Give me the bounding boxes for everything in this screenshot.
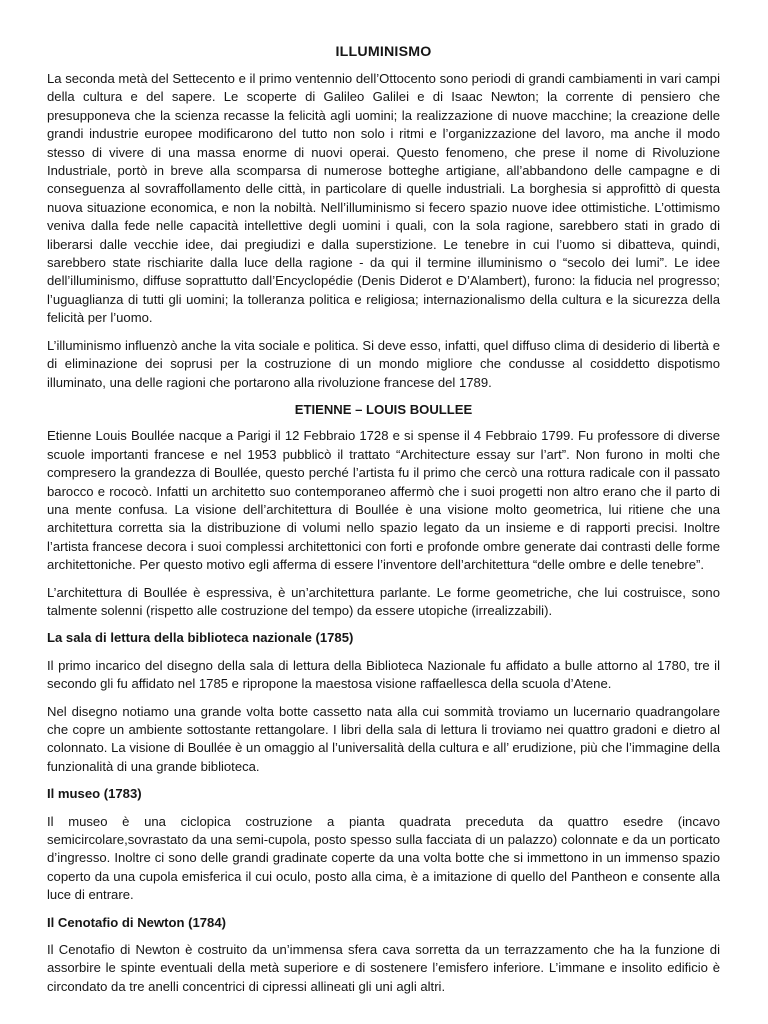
cenotafio-paragraph: Il Cenotafio di Newton è costruito da un’immensa sfera cava sorretta da un terrazzamento che ha la funzione di assorbire le spinte eventuali della metà superiore e di sostenere l’emisfero inferiore. L’immane e insolito edificio è circondato da tre anelli concentrici di cipressi allineati gli uni agli altri. xyxy=(47,942,720,994)
heading-museo: Il museo (1783) xyxy=(47,786,142,802)
intro-paragraph-2: L’illuminismo influenzò anche la vita sociale e politica. Si deve esso, infatti, quel diffuso clima di desiderio di libertà e di eliminazione dei soprusi per la costruzione di un mondo migliore che condusse al cosiddetto dispotismo illuminato, una delle ragioni che portarono alla rivoluzione francese del 1789. xyxy=(47,337,720,390)
boullee-paragraph-1: Etienne Louis Boullée nacque a Parigi il 12 Febbraio 1728 e si spense il 4 Febbraio 1799. Fu professore di diverse scuole importanti francese e nel 1953 pubblicò il trattato “Architecture essay sur l’art”. Non furono in molti che compresero la grandezza di Boullée, questo perché l’artista fu il primo che cercò una rottura radicale con il passato barocco e rococò. Infatti un architetto suo contemporaneo affermò che i suoi progetti non altro erano che il parto di una mente confusa. La visione dell’architettura di Boullée è una visione molto geometrica, lui ritiene che una architettura corretta sia la distribuzione di volumi nello spazio legato da un insieme e di rapporti precisi. Inoltre l’artista francese decora i suoi complessi architettonici con forti e profonde ombre generate dai contrasti delle forme architettoniche. Per questo motivo egli afferma di essere l’inventore dell’architettura “delle ombre e delle tenebre”. xyxy=(47,428,720,573)
sala-paragraph-1: Il primo incarico del disegno della sala di lettura della Biblioteca Nazionale fu affidato a bulle attorno al 1780, tre il secondo gli fu affidato nel 1785 e ripropone la maestosa visione raffaellesca della scuola d’Atene. xyxy=(47,657,720,692)
heading-cenotafio: Il Cenotafio di Newton (1784) xyxy=(47,914,226,930)
document-page xyxy=(47,42,720,1005)
section-subtitle-boullee: ETIENNE – LOUIS BOULLEE xyxy=(294,401,473,417)
sala-paragraph-2: Nel disegno notiamo una grande volta botte cassetto nata alla cui sommità troviamo un lucernario quadrangolare che copre un ambiente sottostante rettangolare. I libri della sala di lettura li troviamo nei quattro gradoni e dietro al colonnato. La visione di Boullée è un omaggio al l’universalità della cultura e all’ erudizione, più che l’immagine della funzionalità di una grande biblioteca. xyxy=(47,703,720,774)
heading-sala-di-lettura: La sala di lettura della biblioteca nazionale (1785) xyxy=(47,630,354,646)
museo-paragraph: Il museo è una ciclopica costruzione a pianta quadrata preceduta da quattro esedre (incavo semicircolare,sovrastato da una semi-cupola, posto spesso sulla facciata di un palazzo) colonnate e da un porticato d’ingresso. Inoltre ci sono delle grandi gradinate coperte da una volta botte che si immettono in un immenso spazio coperto da una cupola emisferica il cui oculo, posto alla cima, è a imitazione di quello del Pantheon e consente alla luce di entrare. xyxy=(47,813,720,903)
intro-paragraph-1: La seconda metà del Settecento e il primo ventennio dell’Ottocento sono periodi di grandi cambiamenti in vari campi della cultura e del sapere. Le scoperte di Galileo Galilei e di Isaac Newton; la corrente di pensiero che presupponeva che la scienza recasse la felicità agli uomini; la realizzazione di nuove macchine; la creazione delle grandi industrie europee modificarono del tutto non solo i ritmi e l’organizzazione del lavoro, ma anche il modo stesso di vivere di una massa enorme di nuovi operai. Questo fenomeno, che prese il nome di Rivoluzione Industriale, portò in breve alla scomparsa di numerose botteghe artigiane, all’abbandono delle campagne e di conseguenza al sovraffollamento delle città, in particolare di quelle industriali. La borghesia si approfittò di questa nuova situazione economica, e non la nobiltà. Nell’illuminismo si fecero spazio nuove idee ottimistiche. L’ottimismo veniva dalla fede nelle capacità intellettive degli uomini i quali, con la sola ragione, sarebbero stati in grado di liberarsi dalle vecchie idee, dai pregiudizi e dalla superstizione. Le tenebre in cui l’uomo si dibatteva, quindi, sarebbero state rischiarite dalla luce della ragione - da qui il termine illuminismo o “secolo dei lumi”. Le idee dell’illuminismo, diffuse soprattutto dall’Encyclopédie (Denis Diderot e D’Alambert), furono: la fiducia nel progresso; l’uguaglianza di tutti gli uomini; la tolleranza politica e religiosa; internazionalismo della cultura e la sicurezza della felicità per l’uomo. xyxy=(47,71,720,326)
document-title: ILLUMINISMO xyxy=(335,44,432,60)
boullee-paragraph-2: L’architettura di Boullée è espressiva, è un’architettura parlante. Le forme geometriche, che lui costruisce, sono talmente solenni (rispetto alle costruzione del tempo) da essere utopiche (irrealizzabili). xyxy=(47,584,720,618)
